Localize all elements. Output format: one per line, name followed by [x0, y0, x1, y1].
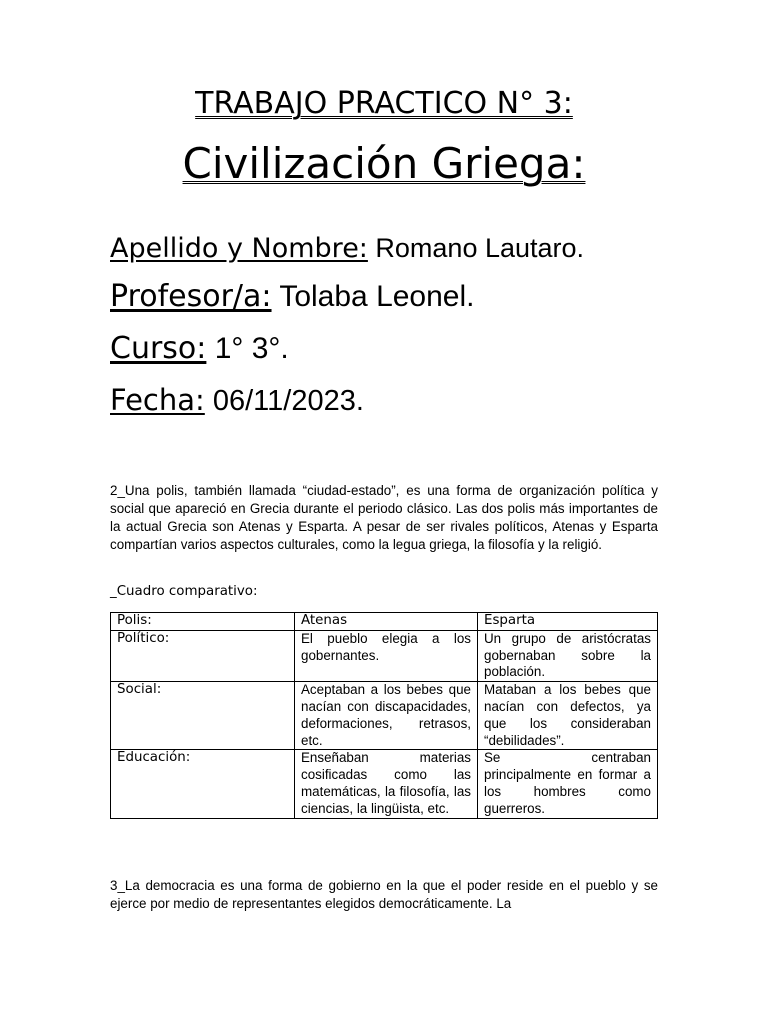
- table-header-cell: Esparta: [478, 613, 658, 631]
- paragraph-polis: 2_Una polis, también llamada “ciudad-estado”, es una forma de organización política y social que apareció en Grecia durante el periodo clásico. Las dos polis más importantes de la actual Grecia son Atenas y Esparta. A pesar de ser rivales políticos, Atenas y Esparta compartían varios aspectos culturales, como la legua griega, la filosofía y la religió.: [110, 483, 658, 553]
- field-label: Fecha:: [110, 383, 205, 417]
- field-date: [110, 383, 364, 417]
- table-cell: Social:: [111, 682, 295, 750]
- comparison-table: [110, 612, 658, 819]
- field-value: Romano Lautaro.: [367, 233, 585, 263]
- field-course: [110, 331, 289, 366]
- table-cell: Enseñaban materias cosificadas como las matemáticas, la filosofía, las ciencias, la lingüista, etc.: [295, 750, 478, 818]
- comparison-heading: _Cuadro comparativo:: [110, 584, 258, 599]
- table-cell: Educación:: [111, 750, 295, 818]
- table-cell: Mataban a los bebes que nacían con defectos, ya que los consideraban “debilidades”.: [478, 682, 658, 750]
- table-cell: El pueblo elegia a los gobernantes.: [295, 630, 478, 681]
- field-value: Tolaba Leonel.: [271, 280, 475, 313]
- table-row: [111, 630, 658, 681]
- field-label: Apellido y Nombre:: [110, 233, 368, 264]
- table-cell: Se centraban principalmente en formar a los hombres como guerreros.: [478, 750, 658, 818]
- table-cell: Un grupo de aristócratas gobernaban sobre la población.: [478, 630, 658, 681]
- table-row: [111, 750, 658, 818]
- table-header-row: [111, 613, 658, 631]
- field-label: Curso:: [110, 331, 207, 366]
- field-teacher: [110, 279, 475, 314]
- field-value: 06/11/2023.: [204, 385, 364, 417]
- table-header-cell: Atenas: [295, 613, 478, 631]
- assignment-title: TRABAJO PRACTICO N° 3:: [195, 86, 573, 121]
- table-cell: Aceptaban a los bebes que nacían con discapacidades, deformaciones, retrasos, etc.: [295, 682, 478, 750]
- field-student-name: [110, 235, 584, 262]
- table-header-cell: Polis:: [111, 613, 295, 631]
- paragraph-democracia: 3_La democracia es una forma de gobierno en la que el poder reside en el pueblo y se ejerce por medio de representantes elegidos democráticamente. La: [110, 878, 658, 912]
- assignment-subtitle: Civilización Griega:: [182, 139, 586, 188]
- table-row: [111, 682, 658, 750]
- field-value: 1° 3°.: [206, 332, 289, 365]
- table-cell: Político:: [111, 630, 295, 681]
- field-label: Profesor/a:: [110, 279, 272, 314]
